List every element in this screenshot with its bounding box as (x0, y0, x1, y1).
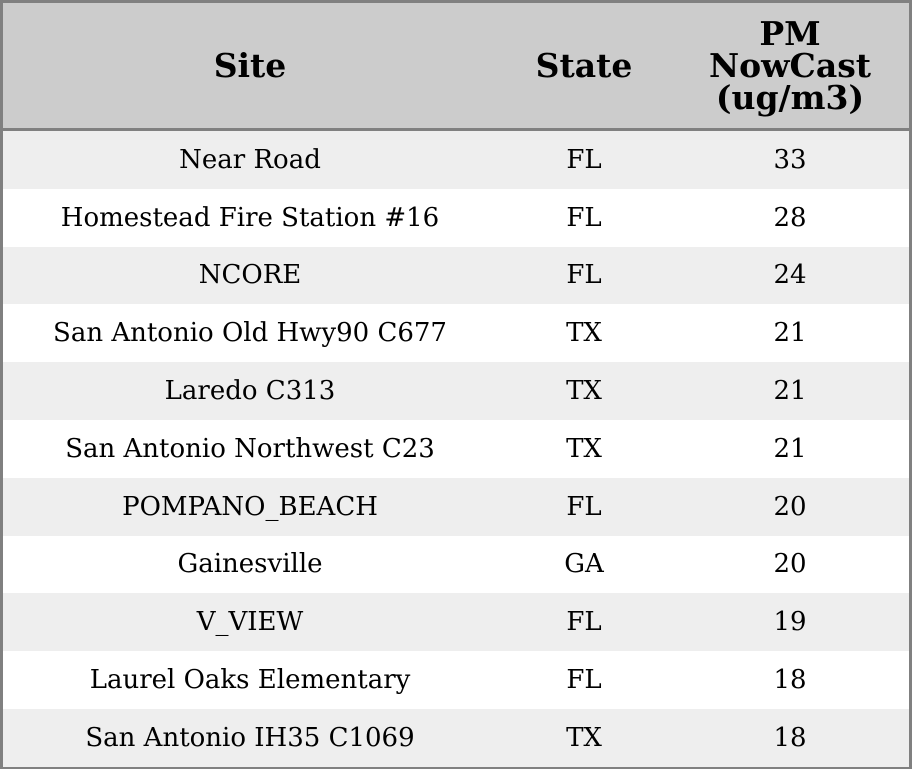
pm-value-cell: 33 (671, 130, 909, 189)
site-cell: Laredo C313 (3, 362, 497, 420)
site-cell: POMPANO_BEACH (3, 478, 497, 536)
table-row (3, 709, 909, 767)
table-row (3, 247, 909, 305)
table-row (3, 651, 909, 709)
table-header (3, 3, 909, 130)
site-cell: San Antonio IH35 C1069 (3, 709, 497, 767)
table-row (3, 593, 909, 651)
header-pm-line-2: NowCast (708, 45, 872, 85)
header-pm-line-3: (ug/m3) (715, 77, 865, 117)
header-pm-line-1: PM (759, 13, 821, 53)
pm-nowcast-table (3, 3, 909, 767)
pm-value-cell: 28 (671, 189, 909, 247)
state-cell: TX (497, 420, 671, 478)
table-row (3, 130, 909, 189)
table-row (3, 362, 909, 420)
site-cell: NCORE (3, 247, 497, 305)
pm-value-cell: 18 (671, 651, 909, 709)
state-cell: FL (497, 478, 671, 536)
state-cell: FL (497, 130, 671, 189)
site-cell: V_VIEW (3, 593, 497, 651)
table-body (3, 130, 909, 767)
site-cell: Laurel Oaks Elementary (3, 651, 497, 709)
header-site (3, 3, 497, 130)
header-row (3, 3, 909, 130)
site-cell: San Antonio Old Hwy90 C677 (3, 304, 497, 362)
header-state (497, 3, 671, 130)
table-row (3, 536, 909, 594)
pm-value-cell: 21 (671, 362, 909, 420)
header-site-line: Site (213, 45, 287, 85)
table-row (3, 189, 909, 247)
pm-value-cell: 20 (671, 478, 909, 536)
pm-value-cell: 20 (671, 536, 909, 594)
state-cell: TX (497, 304, 671, 362)
state-cell: FL (497, 189, 671, 247)
pm-value-cell: 19 (671, 593, 909, 651)
header-pm-nowcast (671, 3, 909, 130)
header-state-line: State (535, 45, 633, 85)
site-cell: Gainesville (3, 536, 497, 594)
state-cell: TX (497, 362, 671, 420)
state-cell: TX (497, 709, 671, 767)
state-cell: FL (497, 651, 671, 709)
table-row (3, 304, 909, 362)
pm-value-cell: 24 (671, 247, 909, 305)
pm-value-cell: 21 (671, 304, 909, 362)
pm-value-cell: 21 (671, 420, 909, 478)
table-row (3, 478, 909, 536)
site-cell: San Antonio Northwest C23 (3, 420, 497, 478)
state-cell: FL (497, 593, 671, 651)
state-cell: FL (497, 247, 671, 305)
site-cell: Near Road (3, 130, 497, 189)
pm-value-cell: 18 (671, 709, 909, 767)
site-cell: Homestead Fire Station #16 (3, 189, 497, 247)
state-cell: GA (497, 536, 671, 594)
table-row (3, 420, 909, 478)
